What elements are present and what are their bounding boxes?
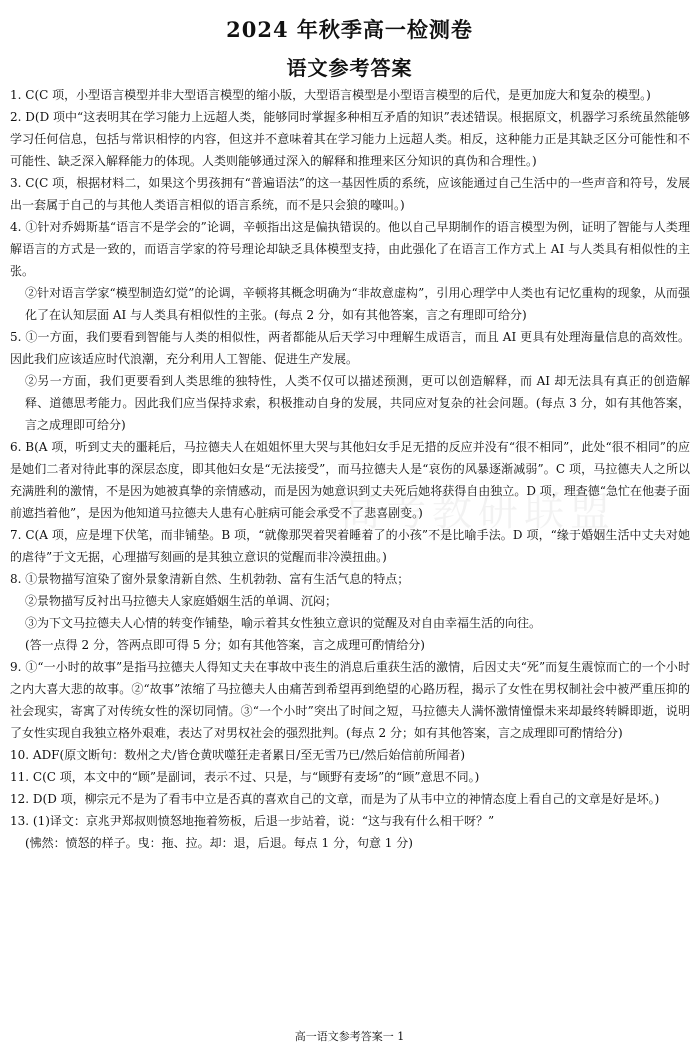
answer-text: (怫然：愤怒的样子。曳：拖、拉。却：退，后退。每点 1 分，句意 1 分) [25,836,413,850]
answer-text: 6. B(A 项，听到丈夫的噩耗后，马拉德夫人在姐姐怀里大哭与其他妇女手足无措的反应并没有“很不相同”，此处“很不相同”的应是她们二者对待此事的深层态度，即其他妇女是“无法接受”，而马拉德夫人是“哀伤的风暴逐渐减弱”。C 项，马拉德夫人之所以充满胜利的激情，不是因为她被真挚的亲情感动，而是因为她意识到丈夫死后她将获得自由独立。D 项，理查德“急忙在他妻子面前遮挡着他”，是因为他知道马拉德夫人患有心脏病可能会承受不了悲喜剧变。) [10,440,690,520]
page-footer: 高一语文参考答案一 1 [294,1030,405,1043]
answer-item-13 [10,810,690,854]
answer-text: 13. (1)译文：京兆尹郑叔则愤怒地拖着笏板，后退一步站着，说：“这与我有什么相干呀？” [10,814,495,828]
answer-text: 11. C(C 项，本文中的“顾”是副词，表示不过、只是，与“顾野有麦场”的“顾”意思不同。) [10,770,480,784]
answer-text: 9. ①“一小时的故事”是指马拉德夫人得知丈夫在事故中丧生的消息后重获生活的激情，后因丈夫“死”而复生震惊而亡的一个小时之内大喜大悲的故事。②“故事”浓缩了马拉德夫人由痛苦到希望再到绝望的心路历程，揭示了女性在男权制社会中被严重压抑的社会现实，寄寓了对传统女性的深切同情。③“一个小时”突出了时间之短，马拉德夫人满怀激情憧憬未来却最终转瞬即逝，说明了女性实现自我独立格外艰难，表达了对男权社会的强烈批判。(每点 2 分；如有其他答案，言之成理即可酌情给分) [10,660,690,740]
answer-item-5 [10,326,690,436]
answer-item-12 [10,788,690,810]
answer-text: 7. C(A 项，应是埋下伏笔，而非铺垫。B 项，“就像那哭着哭着睡着了的小孩”不是比喻手法。D 项，“缘于婚姻生活中丈夫对她的虐待”于文无据，心理描写刻画的是其独立意识的觉醒而非冷漠扭曲。) [10,528,690,564]
answer-item-7 [10,524,690,568]
page-subtitle: 语文参考答案 [286,56,413,80]
answer-text: 8. ①景物描写渲染了窗外景象清新自然、生机勃勃、富有生活气息的特点； [10,572,410,586]
answer-text: ②另一方面，我们更要看到人类思维的独特性，人类不仅可以描述预测，更可以创造解释，而 AI 却无法具有真正的创造解释、道德思考能力。因此我们应当保持求索，积极推动自身的发展，共同应对复杂的社会问题。(每点 3 分，如有其他答案，言之成理即可给分) [25,374,690,432]
answer-text: 1. C(C 项，小型语言模型并非大型语言模型的缩小版，大型语言模型是小型语言模型的后代，是更加庞大和复杂的模型。) [10,88,651,102]
answer-item-4 [10,216,690,326]
answer-text: ②针对语言学家“模型制造幻觉”的论调，辛顿将其概念明确为“非故意虚构”，引用心理学中人类也有记忆重构的现象，从而强化了在认知层面 AI 与人类具有相似性的主张。(每点 2 分，如有其他答案，言之有理即可给分) [25,286,690,322]
answer-text: 2. D(D 项中“这表明其在学习能力上远超人类，能够同时掌握多种相互矛盾的知识”表述错误。根据原文，机器学习系统虽然能够学习任何信息，包括与常识相悖的内容，但这并不意味着其在学习能力上远超人类。相反，这种能力正是其缺乏区分可能性和不可能性、缺乏深入解释能力的体现。人类则能够通过深入的解释和推理来区分知识的真伪和合理性。) [10,110,690,168]
answer-list [10,84,690,854]
answer-item-10 [10,744,690,766]
answer-item-6 [10,436,690,524]
answer-item-8 [10,568,690,656]
page-title: 2024 年秋季高一检测卷 [226,17,473,42]
answer-item-3 [10,172,690,216]
answer-text: 12. D(D 项，柳宗元不是为了看韦中立是否真的喜欢自己的文章，而是为了从韦中立的神情态度上看自己的文章是好是坏。) [10,792,660,806]
answer-text: 3. C(C 项，根据材料二，如果这个男孩拥有“普遍语法”的这一基因性质的系统，应该能通过自己生活中的一些声音和符号，发展出一套属于自己的与其他人类语言相似的语言系统，而不是只会狼的嚎叫。) [10,176,690,212]
answer-item-11 [10,766,690,788]
answer-text: 4. ①针对乔姆斯基“语言不是学会的”论调，辛顿指出这是偏执错误的。他以自己早期制作的语言模型为例，证明了智能与人类理解语言的方式是一致的，而语言学家的符号理论却缺乏具体模型支持，由此强化了在语言工作方式上 AI 与人类具有相似性的主张。 [10,220,690,278]
answer-item-9 [10,656,690,744]
answer-text: 5. ①一方面，我们要看到智能与人类的相似性，两者都能从后天学习中理解生成语言，而且 AI 更具有处理海量信息的高效性。因此我们应该适应时代浪潮，充分利用人工智能、促进生产发展。 [10,330,690,366]
watermark: 高考教研联盟 [340,489,616,535]
answer-text: ②景物描写反衬出马拉德夫人家庭婚姻生活的单调、沉闷； [25,594,338,608]
answer-text: ③为下文马拉德夫人心情的转变作铺垫，喻示着其女性独立意识的觉醒及对自由幸福生活的向往。 [25,616,542,630]
answer-item-1 [10,84,690,106]
answer-text: 10. ADF(原文断句：数州之犬/皆仓黄吠噬狂走者累日/至无雪乃已/然后始信前所闻者) [10,748,466,762]
answer-item-2 [10,106,690,172]
answer-text: (答一点得 2 分，答两点即可得 5 分；如有其他答案，言之成理可酌情给分) [25,638,425,652]
